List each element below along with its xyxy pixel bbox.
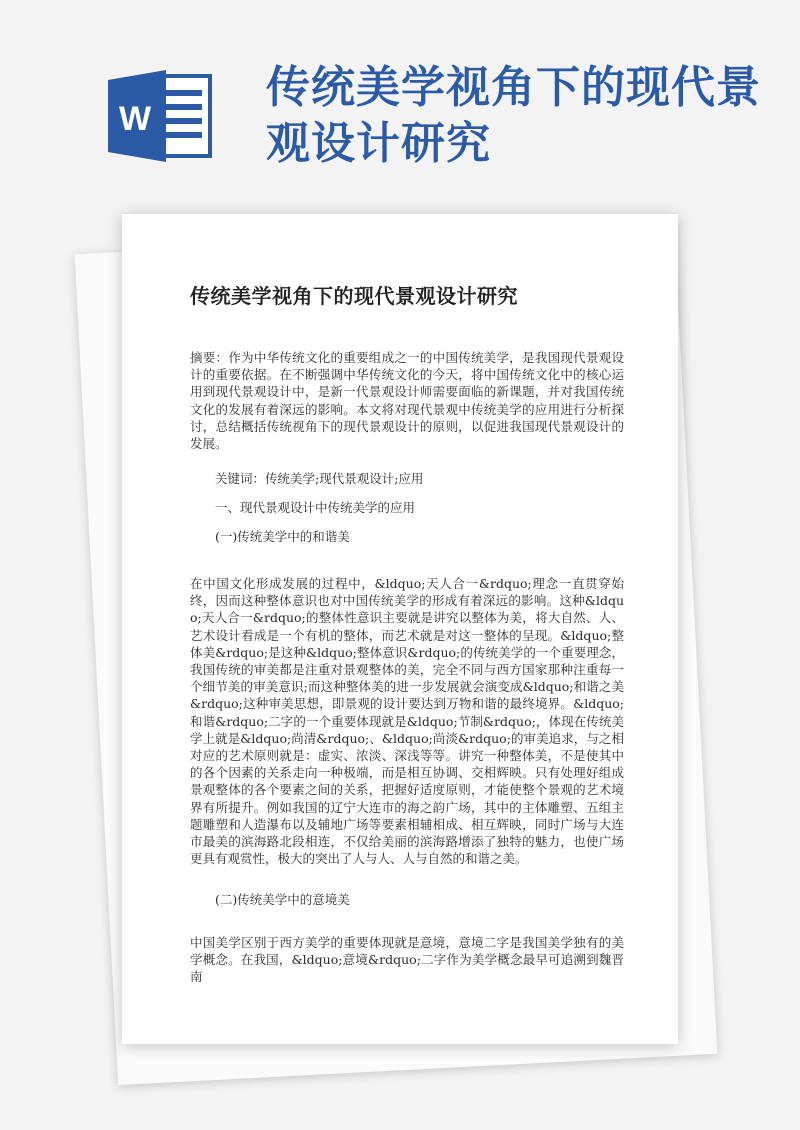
body-paragraph-2: 中国美学区别于西方美学的重要体现就是意境，意境二字是我国美学独有的美学概念。在我国，&ldquo;意境&rdquo;二字作为美学概念最早可追溯到魏晋南 bbox=[190, 935, 624, 985]
keywords-line: 关键词：传统美学;现代景观设计;应用 bbox=[215, 471, 424, 486]
subsection-heading-1: (一)传统美学中的和谐美 bbox=[215, 529, 350, 544]
word-icon-letter: W bbox=[118, 100, 152, 138]
document-page bbox=[122, 214, 678, 1044]
subsection-heading-2: (二)传统美学中的意境美 bbox=[215, 892, 350, 907]
section-heading-1: 一、现代景观设计中传统美学的应用 bbox=[215, 500, 416, 515]
document-title: 传统美学视角下的现代景观设计研究 bbox=[190, 284, 518, 308]
abstract-paragraph: 摘要：作为中华传统文化的重要组成之一的中国传统美学，是我国现代景观设计的重要依据。在不断强调中华传统文化的今天，将中国传统文化中的核心运用到现代景观设计中，是新一代景观设计师需要面临的新课题，并对我国传统文化的发展有着深远的影响。本文将对现代景观中传统美学的应用进行分析探讨，总结概括传统视角下的现代景观设计的原则，以促进我国现代景观设计的发展。 bbox=[190, 350, 624, 452]
body-paragraph-1: 在中国文化形成发展的过程中，&ldquo;天人合一&rdquo;理念一直贯穿始终，因而这种整体意识也对中国传统美学的形成有着深远的影响。这种&ldquo;天人合一&rdquo;的整体性意识主要就是讲究以整体为美，将大自然、人、艺术设计看成是一个有机的整体，而艺术就是对这一整体的呈现。&ldquo;整体美&rdquo;是这种&ldquo;整体意识&rdquo;的传统美学的一个重要理念，我国传统的审美都是注重对景观整体的美，完全不同与西方国家那种注重每一个细节美的审美意识;而这种整体美的进一步发展就会演变成&ldquo;和谐之美&rdquo;这种审美思想，即景观的设计要达到万物和谐的最终境界。&ldquo;和谐&rdquo;二字的一个重要体现就是&ldquo;节制&rdquo;，体现在传统美学上就是&ldquo;尚清&rdquo;、&ldquo;尚淡&rdquo;的审美追求，与之相对应的艺术原则就是：虚实、浓淡、深浅等等。讲究一种整体美，不是使其中的各个因素的关系走向一种极端，而是相互协调、交相辉映。只有处理好组成景观整体的各个要素之间的关系，把握好适度原则，才能使整个景观的艺术境界有所提升。例如我国的辽宁大连市的海之韵广场，其中的主体雕塑、五组主题雕塑和人造瀑布以及辅地广场等要素相辅相成、相互辉映，同时广场与大连市最美的滨海路北段相连，不仅给美丽的滨海路增添了独特的魅力，也使广场更具有观赏性，极大的突出了人与人、人与自然的和谐之美。 bbox=[190, 576, 624, 867]
page-title: 传统美学视角下的现代景观设计研究 bbox=[266, 62, 761, 169]
word-document-icon bbox=[108, 68, 214, 164]
